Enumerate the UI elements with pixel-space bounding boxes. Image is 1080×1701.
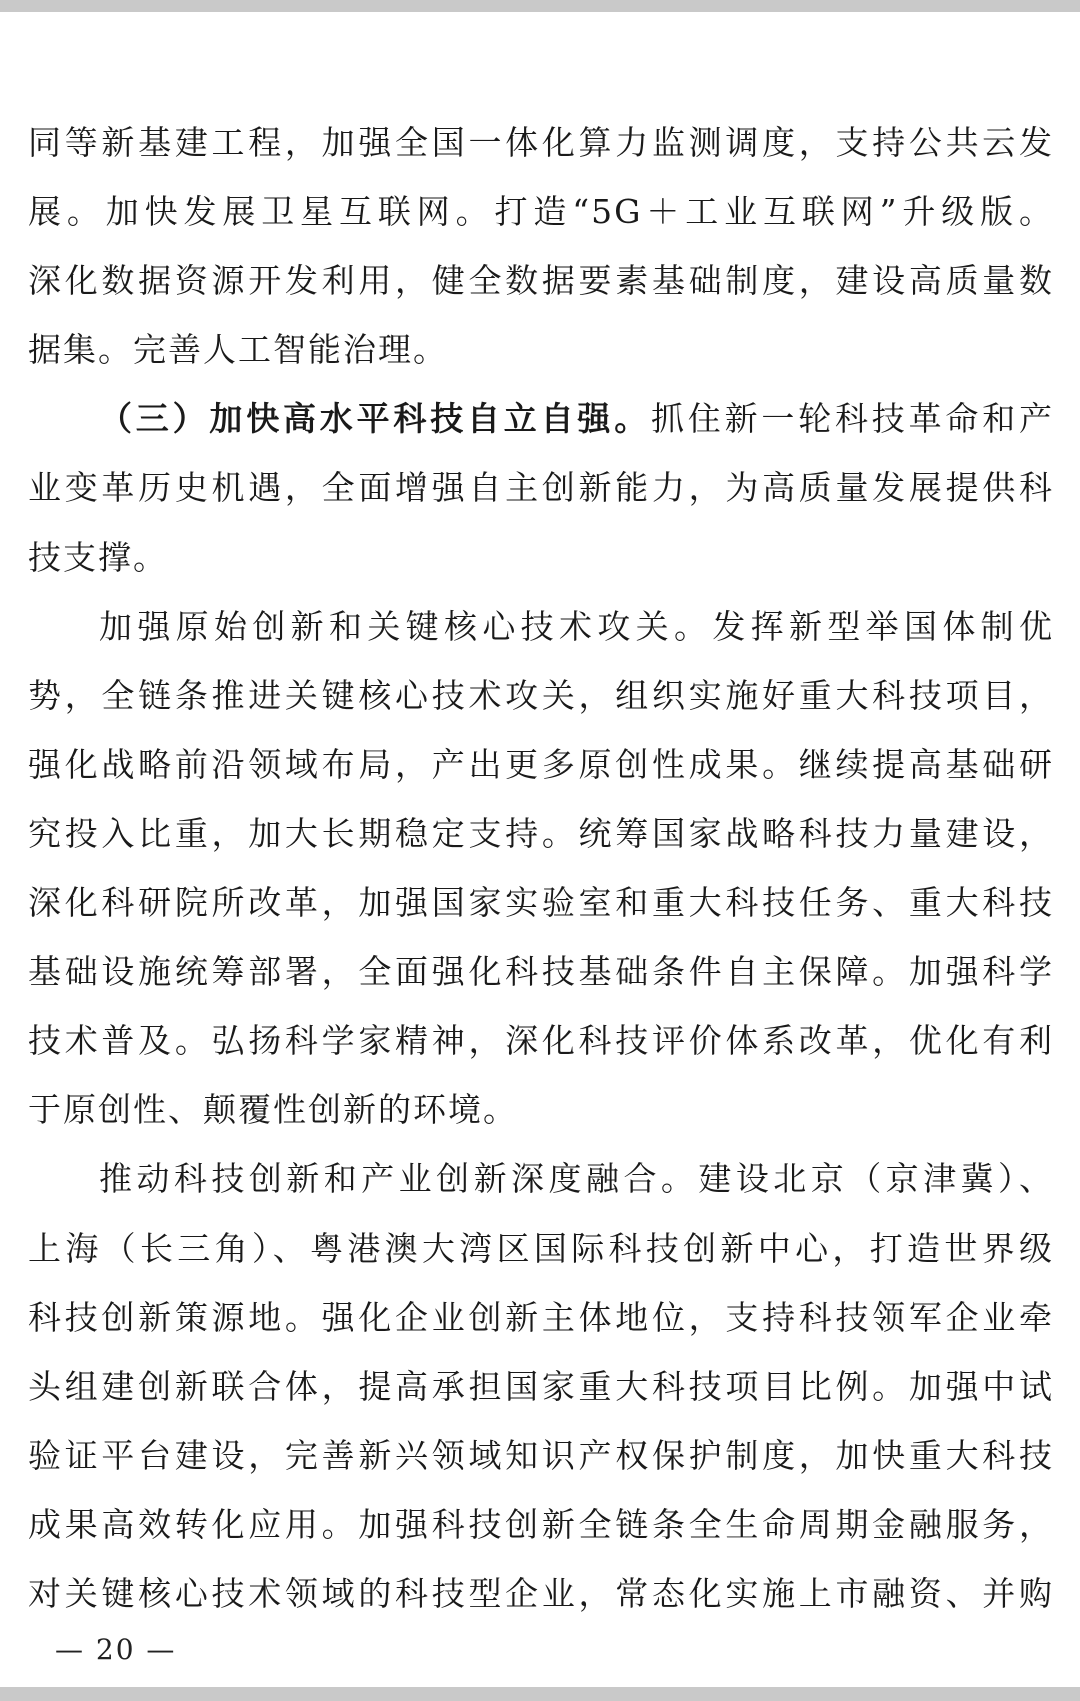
- document-body: [28, 108, 1054, 1628]
- text-line: 同等新基建工程，加强全国一体化算力监测调度，支持公共云发: [28, 123, 1054, 162]
- text-line: 对关键核心技术领域的科技型企业，常态化实施上市融资、并购: [28, 1573, 1054, 1613]
- page-number: — 20 —: [55, 1633, 177, 1666]
- text-line: 于原创性、颠覆性创新的环境。: [28, 1090, 518, 1130]
- text-line: 基础设施统筹部署，全面强化科技基础条件自主保障。加强科学: [28, 952, 1054, 992]
- text-line: 展。加快发展卫星互联网。打造“5G＋工业互联网”升级版。: [28, 192, 1054, 232]
- bottom-border: [0, 1687, 1080, 1701]
- paragraph-first-line: 推动科技创新和产业创新深度融合。建设北京（京津冀）、: [99, 1159, 1054, 1199]
- section-heading: （三）加快高水平科技自立自强。: [99, 399, 651, 439]
- text-line: 业变革历史机遇，全面增强自主创新能力，为高质量发展提供科: [28, 468, 1054, 508]
- text-line: 究投入比重，加大长期稳定支持。统筹国家战略科技力量建设，: [28, 813, 1054, 853]
- text-line: 技支撑。: [28, 537, 168, 577]
- text-line: 技术普及。弘扬科学家精神，深化科技评价体系改革，优化有利: [28, 1021, 1054, 1061]
- text-line: 深化科研院所改革，加强国家实验室和重大科技任务、重大科技: [28, 883, 1054, 923]
- text-line: 强化战略前沿领域布局，产出更多原创性成果。继续提高基础研: [28, 744, 1054, 784]
- section-heading-line: [28, 384, 1054, 453]
- text-line: 验证平台建设，完善新兴领域知识产权保护制度，加快重大科技: [28, 1435, 1054, 1475]
- text-line: 上海（长三角）、粤港澳大湾区国际科技创新中心，打造世界级: [28, 1228, 1054, 1268]
- text-line: 抓住新一轮科技革命和产: [651, 399, 1055, 439]
- text-line: 科技创新策源地。强化企业创新主体地位，支持科技领军企业牵: [28, 1297, 1054, 1337]
- paragraph-first-line: 加强原始创新和关键核心技术攻关。发挥新型举国体制优: [99, 606, 1054, 646]
- text-line: 势，全链条推进关键核心技术攻关，组织实施好重大科技项目，: [28, 675, 1054, 715]
- text-line: 据集。完善人工智能治理。: [28, 330, 448, 370]
- top-border: [0, 0, 1080, 12]
- text-line: 头组建创新联合体，提高承担国家重大科技项目比例。加强中试: [28, 1366, 1054, 1406]
- text-line: 深化数据资源开发利用，健全数据要素基础制度，建设高质量数: [28, 261, 1054, 301]
- text-line: 成果高效转化应用。加强科技创新全链条全生命周期金融服务，: [28, 1504, 1054, 1544]
